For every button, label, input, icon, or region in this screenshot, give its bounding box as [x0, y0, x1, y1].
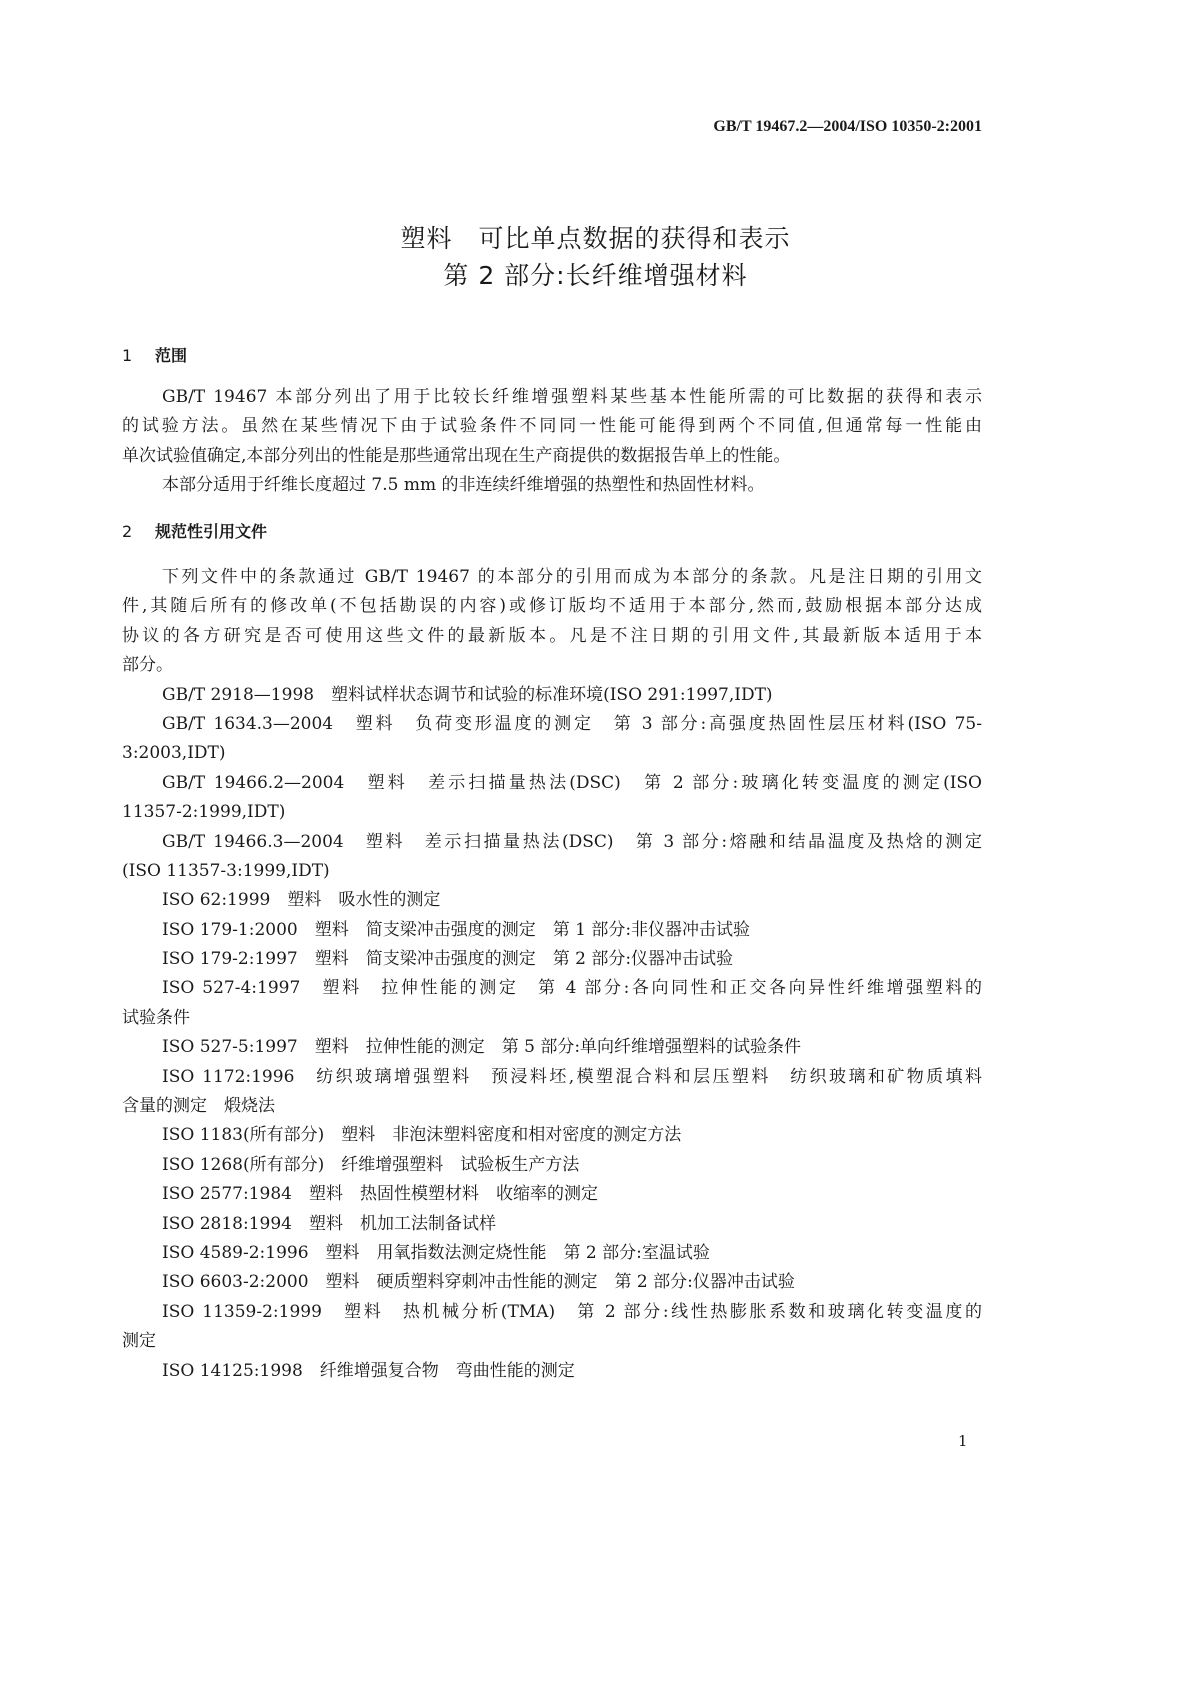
reference-item-cont: 测定: [122, 1331, 156, 1352]
section-heading-scope: [122, 343, 187, 366]
document-title: 塑料 可比单点数据的获得和表示: [400, 224, 791, 253]
text-line: 下列文件中的条款通过 GB/T 19467 的本部分的引用而成为本部分的条款。凡是注日期的引用文: [162, 567, 982, 587]
reference-item-cont: 3:2003,IDT): [122, 743, 226, 764]
reference-item: ISO 1183(所有部分) 塑料 非泡沫塑料密度和相对密度的测定方法: [162, 1125, 682, 1146]
text-line: GB/T 19467 本部分列出了用于比较长纤维增强塑料某些基本性能所需的可比数据的获得和表示: [162, 387, 982, 407]
text-line: 本部分适用于纤维长度超过 7.5 mm 的非连续纤维增强的热塑性和热固性材料。: [162, 475, 765, 496]
reference-item-cont: (ISO 11357-3:1999,IDT): [122, 860, 330, 881]
document-subtitle: 第 2 部分:长纤维增强材料: [443, 261, 748, 290]
reference-item: ISO 2577:1984 塑料 热固性模塑材料 收缩率的测定: [162, 1184, 598, 1205]
section-title: 范围: [155, 346, 188, 365]
reference-item-cont: 含量的测定 煅烧法: [122, 1096, 275, 1117]
reference-item: ISO 2818:1994 塑料 机加工法制备试样: [162, 1213, 496, 1234]
reference-item: ISO 527-4:1997 塑料 拉伸性能的测定 第 4 部分:各向同性和正交各向异性纤维增强塑料的: [162, 978, 982, 999]
reference-item: GB/T 19466.2—2004 塑料 差示扫描量热法(DSC) 第 2 部分:玻璃化转变温度的测定(ISO: [162, 772, 982, 793]
reference-item: ISO 14125:1998 纤维增强复合物 弯曲性能的测定: [162, 1360, 575, 1381]
text-line: 件,其随后所有的修改单(不包括勘误的内容)或修订版均不适用于本部分,然而,鼓励根据本部分达成: [122, 596, 982, 617]
text-line: 的试验方法。虽然在某些情况下由于试验条件不同同一性能可能得到两个不同值,但通常每一性能由: [122, 416, 982, 437]
text-line: 部分。: [122, 655, 173, 676]
reference-item: ISO 6603-2:2000 塑料 硬质塑料穿刺冲击性能的测定 第 2 部分:仪器冲击试验: [162, 1272, 795, 1293]
reference-item: GB/T 1634.3—2004 塑料 负荷变形温度的测定 第 3 部分:高强度热固性层压材料(ISO 75-: [162, 713, 982, 734]
page-number: 1: [958, 1432, 968, 1450]
reference-item: GB/T 19466.3—2004 塑料 差示扫描量热法(DSC) 第 3 部分:熔融和结晶温度及热焓的测定: [162, 831, 982, 852]
section-number: 2: [122, 522, 133, 541]
reference-item: ISO 179-1:2000 塑料 简支梁冲击强度的测定 第 1 部分:非仪器冲击试验: [162, 919, 751, 940]
reference-item-cont: 11357-2:1999,IDT): [122, 802, 286, 823]
text-line: 协议的各方研究是否可使用这些文件的最新版本。凡是不注日期的引用文件,其最新版本适用于本: [122, 625, 982, 646]
reference-item: ISO 1172:1996 纺织玻璃增强塑料 预浸料坯,模塑混合料和层压塑料 纺织玻璃和矿物质填料: [162, 1066, 982, 1087]
reference-item: ISO 1268(所有部分) 纤维增强塑料 试验板生产方法: [162, 1154, 580, 1175]
scope-body: [122, 383, 982, 501]
reference-item: ISO 62:1999 塑料 吸水性的测定: [162, 890, 441, 911]
section-heading-normative-references: [122, 519, 267, 542]
section-title: 规范性引用文件: [155, 522, 268, 541]
reference-item: ISO 11359-2:1999 塑料 热机械分析(TMA) 第 2 部分:线性热膨胀系数和玻璃化转变温度的: [162, 1301, 982, 1322]
reference-item-cont: 试验条件: [122, 1007, 190, 1028]
reference-item: ISO 179-2:1997 塑料 简支梁冲击强度的测定 第 2 部分:仪器冲击试验: [162, 949, 734, 970]
reference-item: ISO 527-5:1997 塑料 拉伸性能的测定 第 5 部分:单向纤维增强塑料的试验条件: [162, 1037, 802, 1058]
reference-item: ISO 4589-2:1996 塑料 用氧指数法测定烧性能 第 2 部分:室温试验: [162, 1242, 710, 1263]
reference-item: GB/T 2918—1998 塑料试样状态调节和试验的标准环境(ISO 291:1997,IDT): [162, 684, 773, 705]
section-number: 1: [122, 346, 133, 365]
normative-references-body: [122, 563, 982, 1386]
standard-number-header: GB/T 19467.2—2004/ISO 10350-2:2001: [713, 118, 982, 135]
text-line: 单次试验值确定,本部分列出的性能是那些通常出现在生产商提供的数据报告单上的性能。: [122, 445, 791, 466]
